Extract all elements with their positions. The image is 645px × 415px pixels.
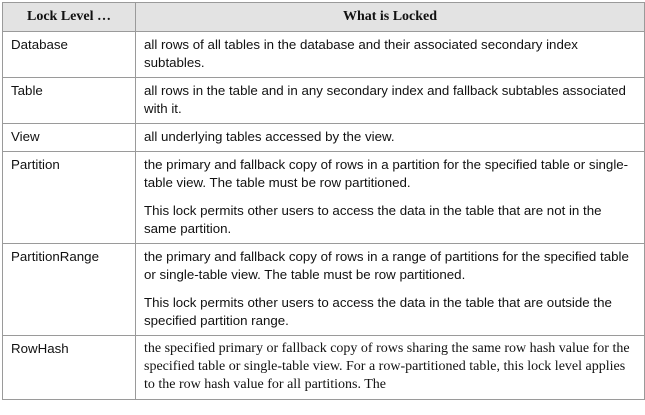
description-text: all rows of all tables in the database and their associated secondary index subtables. [144, 37, 578, 70]
lock-level-cell: Partition [3, 152, 136, 244]
table-row [3, 336, 645, 400]
table-row [3, 244, 645, 336]
description-note: This lock permits other users to access the data in the table that are outside the specified partition range. [144, 295, 612, 328]
description-cell [136, 78, 645, 124]
lock-level-cell: View [3, 124, 136, 152]
description-cell [136, 336, 645, 400]
table-row [3, 32, 645, 78]
lock-level-cell: RowHash [3, 336, 136, 400]
description-cell [136, 152, 645, 244]
description-text: the specified primary or fallback copy of rows sharing the same row hash value for the specified table or single-table view. For a row-partitioned table, this lock level applies to the row hash value for all partitions. The [144, 341, 630, 392]
description-note: This lock permits other users to access the data in the table that are not in the same partition. [144, 203, 602, 236]
description-cell [136, 124, 645, 152]
description-text: all rows in the table and in any secondary index and fallback subtables associated with it. [144, 83, 626, 116]
table-row [3, 152, 645, 244]
description-text: all underlying tables accessed by the view. [144, 129, 395, 144]
header-lock-level: Lock Level … [3, 3, 136, 32]
description-text: the primary and fallback copy of rows in a range of partitions for the specified table or single-table view. The table must be row partitioned. [144, 249, 629, 282]
table-row [3, 124, 645, 152]
description-text: the primary and fallback copy of rows in a partition for the specified table or single-table view. The table must be row partitioned. [144, 157, 629, 190]
description-cell [136, 32, 645, 78]
table-row [3, 78, 645, 124]
header-what-is-locked: What is Locked [136, 3, 645, 32]
lock-level-cell: Database [3, 32, 136, 78]
lock-level-cell: PartitionRange [3, 244, 136, 336]
lock-level-cell: Table [3, 78, 136, 124]
description-cell [136, 244, 645, 336]
table-header-row [3, 3, 645, 32]
lock-levels-table [2, 2, 645, 400]
